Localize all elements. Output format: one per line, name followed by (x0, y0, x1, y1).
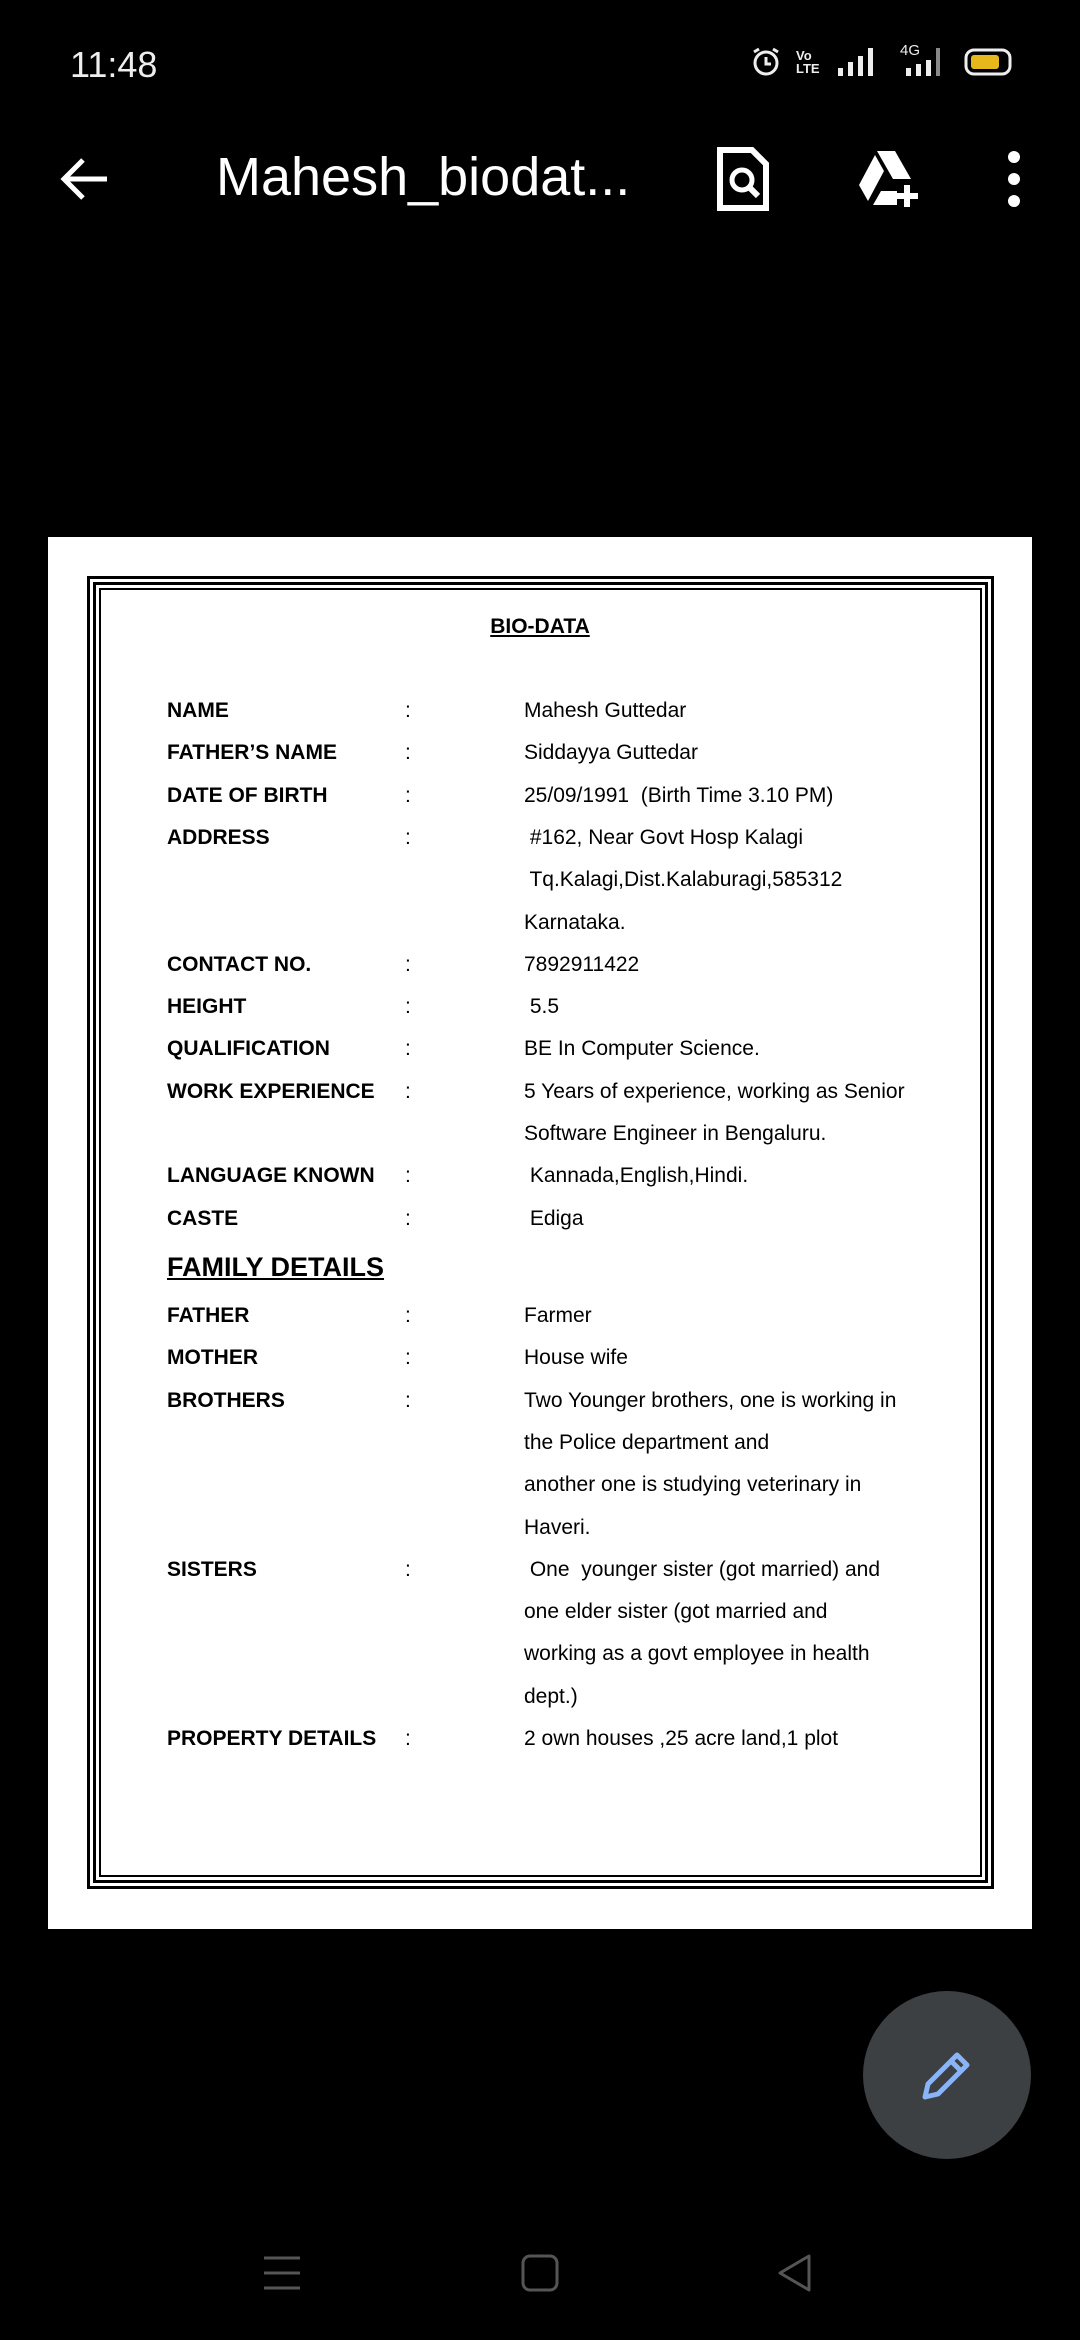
back-triangle-icon (775, 2253, 815, 2293)
field-label: SISTERS (167, 1557, 257, 1581)
field-value: #162, Near Govt Hosp Kalagi (524, 825, 803, 849)
field-value: Karnataka. (524, 910, 626, 934)
field-label: MOTHER (167, 1346, 258, 1370)
field-colon: : (405, 1079, 411, 1103)
field-colon: : (405, 1557, 411, 1581)
menu-icon (262, 2255, 302, 2291)
battery-icon (964, 47, 1014, 77)
field-colon: : (405, 1388, 411, 1412)
biodata-title: BIO-DATA (490, 615, 590, 638)
field-value: Farmer (524, 1304, 592, 1327)
family-details-heading: FAMILY DETAILS (167, 1252, 385, 1282)
find-in-document-button[interactable] (710, 146, 776, 212)
field-value: Software Engineer in Bengaluru. (524, 1122, 827, 1145)
field-label: WORK EXPERIENCE (167, 1079, 375, 1103)
home-square-icon (520, 2253, 560, 2293)
nav-home-button[interactable] (515, 2248, 565, 2298)
field-label: CASTE (167, 1206, 239, 1230)
field-label: FATHER (167, 1304, 250, 1327)
field-label: CONTACT NO. (167, 952, 312, 976)
field-value: 5 Years of experience, working as Senior (524, 1079, 905, 1103)
field-value: Two Younger brothers, one is working in (524, 1388, 897, 1412)
edit-pencil-icon (917, 2045, 977, 2105)
field-value: Kannada,English,Hindi. (524, 1164, 749, 1188)
alarm-icon (750, 46, 782, 78)
field-label: LANGUAGE KNOWN (167, 1164, 375, 1188)
field-value: one elder sister (got married and (524, 1600, 828, 1624)
network-type-label: 4G (900, 42, 921, 59)
status-icons (750, 42, 1014, 78)
field-colon: : (405, 825, 411, 849)
field-label: PROPERTY DETAILS (167, 1727, 377, 1750)
field-label: DATE OF BIRTH (167, 783, 328, 807)
field-label: ADDRESS (167, 825, 270, 849)
add-to-drive-icon (855, 149, 921, 209)
field-colon: : (405, 995, 411, 1019)
field-value: 5.5 (524, 995, 560, 1019)
status-time: 11:48 (70, 44, 158, 85)
field-value: Mahesh Guttedar (524, 699, 687, 722)
field-value: Tq.Kalagi,Dist.Kalaburagi,585312 (524, 868, 843, 892)
add-to-drive-button[interactable] (855, 146, 921, 212)
more-options-button[interactable] (981, 146, 1047, 212)
nav-back-button[interactable] (770, 2248, 820, 2298)
field-colon: : (405, 699, 411, 722)
signal-4g-icon (890, 42, 950, 78)
back-arrow-icon (57, 152, 111, 206)
field-label: FATHER’S NAME (167, 741, 337, 765)
field-value: the Police department and (524, 1430, 770, 1454)
field-colon: : (405, 1037, 411, 1061)
field-value: another one is studying veterinary in (524, 1473, 862, 1497)
field-value: Siddayya Guttedar (524, 741, 698, 765)
field-colon: : (405, 741, 411, 765)
field-value: House wife (524, 1346, 628, 1370)
field-value: Haveri. (524, 1515, 591, 1539)
field-value: One younger sister (got married) and (524, 1557, 880, 1581)
field-colon: : (405, 952, 411, 976)
field-value: 2 own houses ,25 acre land,1 plot (524, 1727, 839, 1750)
more-vert-icon (1004, 149, 1024, 209)
signal-icon (836, 46, 876, 78)
nav-menu-button[interactable] (257, 2248, 307, 2298)
field-colon: : (405, 1206, 411, 1230)
field-colon: : (405, 1346, 411, 1370)
field-label: HEIGHT (167, 995, 247, 1019)
field-colon: : (405, 1304, 411, 1327)
field-label: BROTHERS (167, 1388, 285, 1412)
field-colon: : (405, 783, 411, 807)
volte-icon: Vo LTE (796, 48, 820, 76)
document-title: Mahesh_biodat... (216, 147, 631, 207)
field-value: 25/09/1991 (Birth Time 3.10 PM) (524, 783, 834, 807)
edit-button[interactable] (863, 1991, 1031, 2159)
field-label: NAME (167, 699, 229, 722)
field-value: working as a govt employee in health (524, 1642, 870, 1666)
field-colon: : (405, 1727, 411, 1750)
field-value: 7892911422 (524, 952, 640, 976)
field-value: dept.) (524, 1684, 578, 1708)
find-in-document-icon (716, 146, 770, 212)
back-button[interactable] (51, 146, 117, 212)
field-value: Ediga (524, 1206, 584, 1230)
field-colon: : (405, 1164, 411, 1188)
field-value: BE In Computer Science. (524, 1037, 760, 1061)
field-label: QUALIFICATION (167, 1037, 330, 1061)
